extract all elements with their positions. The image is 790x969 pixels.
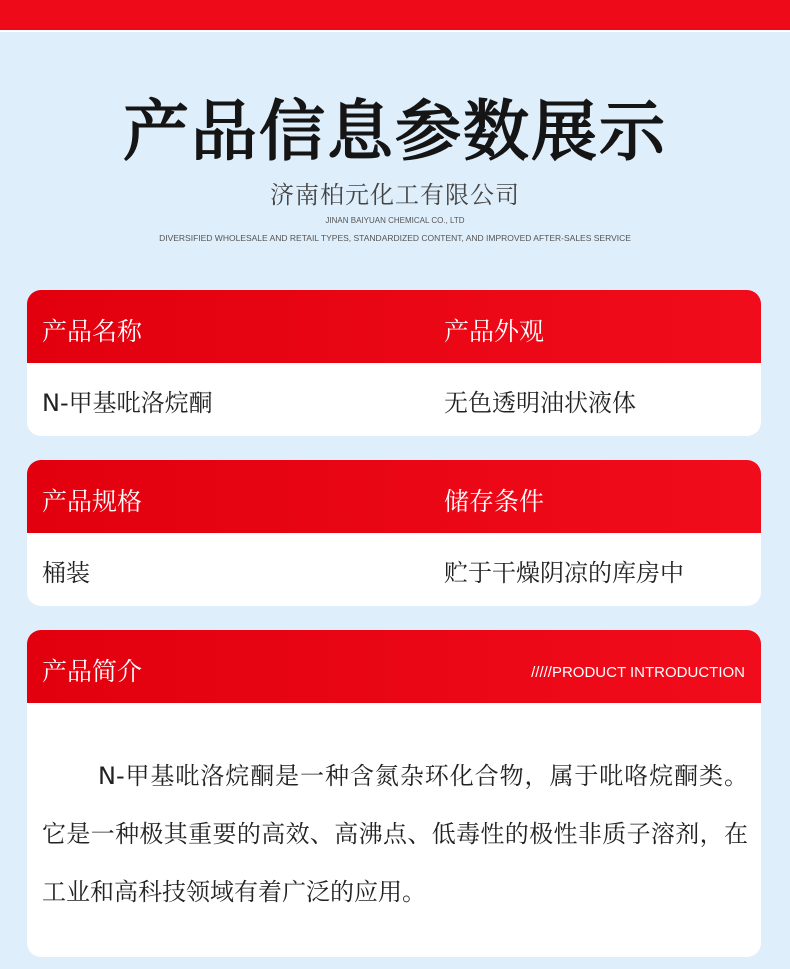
product-appearance-value: 无色透明油状液体 [444, 389, 636, 417]
storage-condition-label: 储存条件 [444, 487, 545, 516]
product-intro-text: N-甲基吡洛烷酮是一种含氮杂环化合物，属于吡咯烷酮类。它是一种极其重要的高效、高沸点、低毒性的极性非质子溶剂，在工业和高科技领域有着广泛的应用。 [42, 762, 748, 906]
company-name-en: JINAN BAIYUAN CHEMICAL CO., LTD [325, 216, 465, 225]
card-header [27, 290, 761, 363]
product-intro-label: 产品简介 [42, 657, 143, 686]
top-red-bar [0, 0, 790, 30]
product-spec-label: 产品规格 [42, 487, 143, 516]
product-name-label: 产品名称 [42, 317, 143, 346]
company-name: 济南柏元化工有限公司 [270, 181, 520, 209]
product-spec-card [27, 460, 761, 606]
product-intro-card [27, 630, 761, 957]
product-name-card [27, 290, 761, 436]
card-body [27, 533, 761, 606]
card-body [27, 703, 761, 957]
product-spec-value: 桶装 [42, 559, 90, 587]
card-header [27, 460, 761, 533]
service-tagline: DIVERSIFIED WHOLESALE AND RETAIL TYPES, STANDARDIZED CONTENT, AND IMPROVED AFTER-SALES SERVICE [159, 233, 631, 243]
page-title: 产品信息参数展示 [123, 93, 667, 170]
product-name-value: N-甲基吡洛烷酮 [42, 389, 213, 417]
card-body [27, 363, 761, 436]
product-intro-label-en: /////PRODUCT INTRODUCTION [531, 664, 745, 681]
product-appearance-label: 产品外观 [444, 317, 545, 346]
storage-condition-value: 贮于干燥阴凉的库房中 [444, 559, 684, 587]
card-header [27, 630, 761, 703]
